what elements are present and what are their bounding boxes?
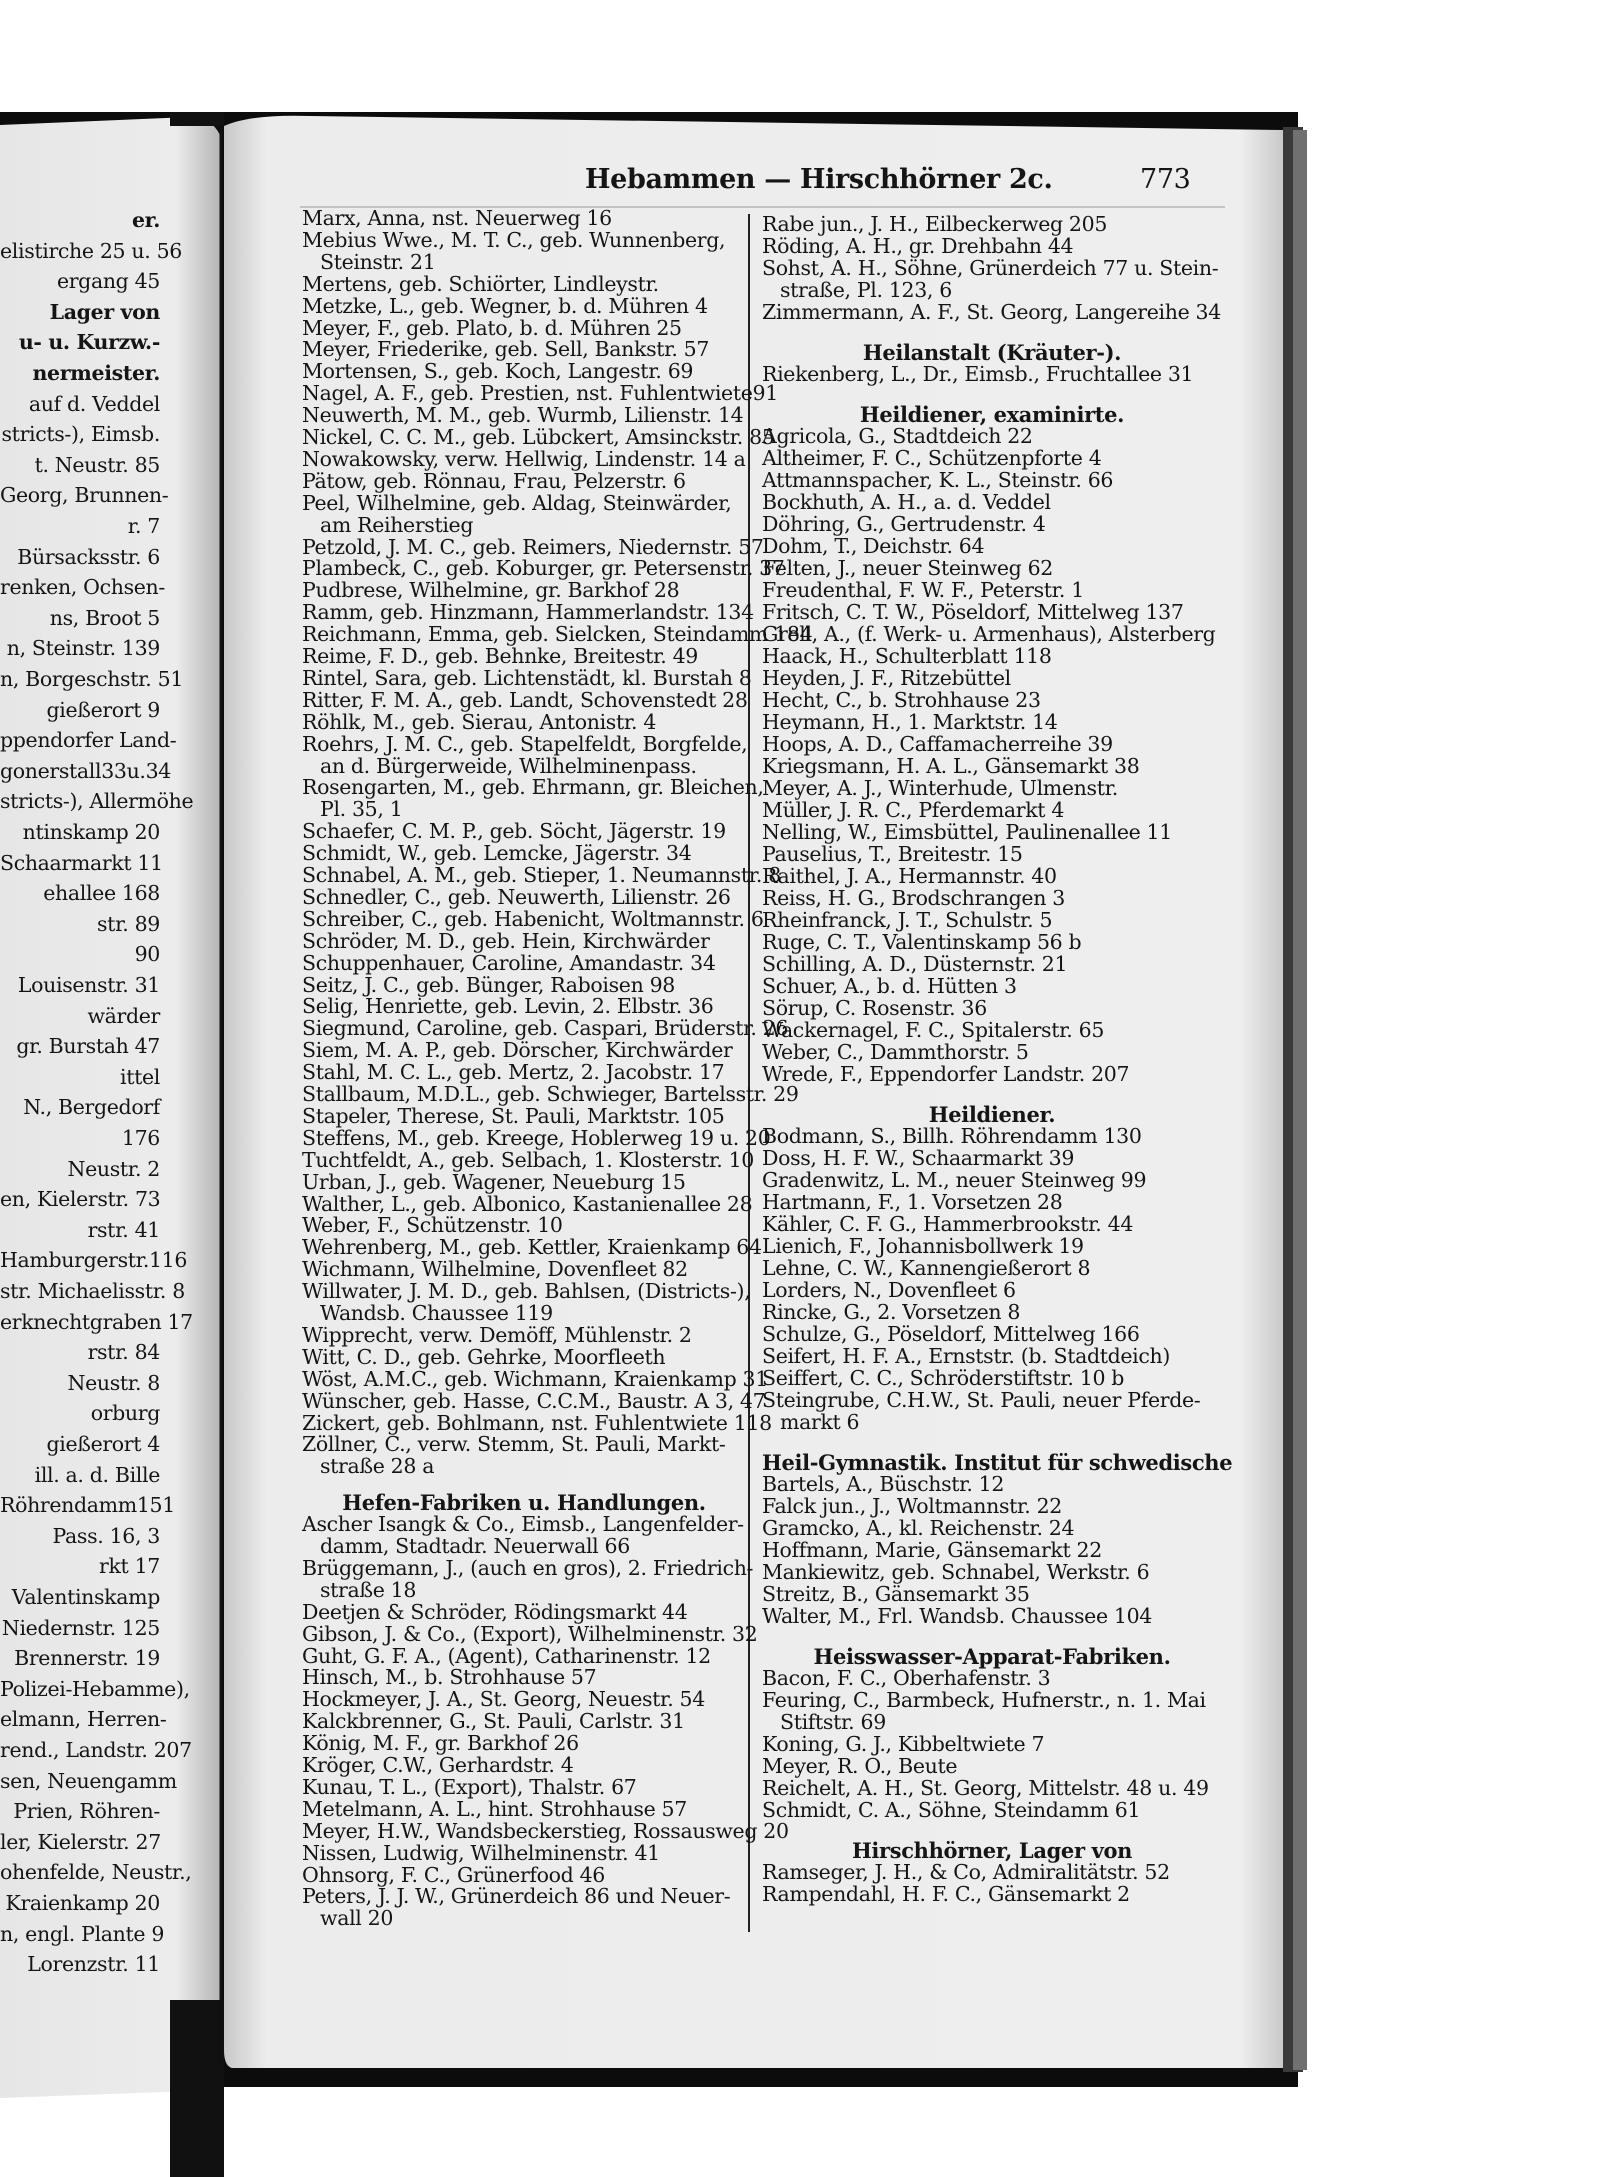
directory-entry: Peel, Wilhelmine, geb. Aldag, Steinwärder, [302,490,732,515]
left-page-line: ergang 45 [56,269,160,294]
directory-entry: Wackernagel, F. C., Spitalerstr. 65 [762,1018,1105,1042]
directory-entry: damm, Stadtadr. Neuerwall 66 [320,1534,630,1558]
left-page-line: sen, Neuengamm [0,1768,177,1793]
left-page-line: Neustr. 2 [67,1156,160,1181]
left-page-line: n, Steinstr. 139 [6,636,160,661]
left-page-line: str. 89 [97,911,160,936]
directory-entry: wall 20 [320,1906,394,1931]
left-page-line: stricts-), Allermöhe [0,789,194,814]
directory-entry: Walther, L., geb. Albonico, Kastanienallee 28 [302,1191,753,1216]
left-page-line: erknechtgraben 17 [0,1309,193,1334]
directory-entry: Wöst, A.M.C., geb. Wichmann, Kraienkamp 31 [302,1366,768,1391]
directory-entry: Roehrs, J. M. C., geb. Stapelfeldt, Borgfelde, [302,731,748,756]
directory-entry: Hartmann, F., 1. Vorsetzen 28 [762,1190,1063,1214]
directory-entry: Lienich, F., Johannisbollwerk 19 [762,1234,1084,1258]
directory-entry: Meyer, H.W., Wandsbeckerstieg, Rossausweg 20 [302,1818,789,1843]
directory-entry: Gibson, J. & Co., (Export), Wilhelminenstr. 32 [302,1621,758,1646]
directory-entry: Raithel, J. A., Hermannstr. 40 [762,864,1057,888]
directory-entry: Siem, M. A. P., geb. Dörscher, Kirchwärder [302,1038,733,1063]
directory-entry: Fritsch, C. T. W., Pöseldorf, Mittelweg 137 [762,600,1184,624]
left-page-line: Neustr. 8 [67,1370,160,1395]
directory-entry: Wünscher, geb. Hasse, C.C.M., Baustr. A 3, 47 [302,1388,766,1413]
directory-entry: Pätow, geb. Rönnau, Frau, Pelzerstr. 6 [302,468,686,493]
directory-entry: Kalckbrenner, G., St. Pauli, Carlstr. 31 [302,1709,685,1734]
left-page-line: Bürsacksstr. 6 [17,544,160,569]
directory-entry: Schaefer, C. M. P., geb. Söcht, Jägerstr. 19 [302,819,726,844]
section-heading: Heildiener. [928,1102,1056,1127]
directory-entry: Wandsb. Chaussee 119 [320,1301,553,1325]
directory-entry: Streitz, B., Gänsemarkt 35 [762,1582,1030,1606]
directory-entry: Stiftstr. 69 [780,1710,886,1734]
directory-entry: Kriegsmann, H. A. L., Gänsemarkt 38 [762,754,1140,778]
left-page-line: Niedernstr. 125 [1,1615,160,1640]
directory-entry: Kunau, T. L., (Export), Thalstr. 67 [302,1774,637,1799]
directory-entry: Lorders, N., Dovenfleet 6 [762,1278,1016,1302]
directory-entry: Freudenthal, F. W. F., Peterstr. 1 [762,578,1084,602]
directory-entry: Pl. 35, 1 [320,797,403,822]
directory-entry: Schuer, A., b. d. Hütten 3 [762,974,1017,998]
directory-entry: Heymann, H., 1. Marktstr. 14 [762,710,1058,734]
directory-entry: Röhlk, M., geb. Sierau, Antonistr. 4 [302,709,657,734]
directory-entry: Reime, F. D., geb. Behnke, Breitestr. 49 [302,644,698,668]
directory-entry: Pauselius, T., Breitestr. 15 [762,842,1023,866]
directory-entry: Steffens, M., geb. Kreege, Hoblerweg 19 u. 20 [302,1125,771,1150]
left-page-line: Kraienkamp 20 [5,1891,160,1915]
directory-entry: Meyer, R. O., Beute [762,1754,958,1778]
directory-entry: Haack, H., Schulterblatt 118 [762,644,1052,668]
directory-entry: Gramcko, A., kl. Reichenstr. 24 [762,1516,1075,1540]
directory-entry: Ramm, geb. Hinzmann, Hammerlandstr. 134 [302,600,754,625]
directory-entry: Selig, Henriette, geb. Levin, 2. Elbstr. 36 [302,994,714,1019]
directory-entry: Kähler, C. F. G., Hammerbrookstr. 44 [762,1212,1134,1236]
directory-entry: Reichelt, A. H., St. Georg, Mittelstr. 48 u. 49 [762,1776,1209,1800]
directory-entry: Ascher Isangk & Co., Eimsb., Langenfelder- [302,1512,744,1537]
directory-entry: Schreiber, C., geb. Habenicht, Woltmannstr. 6 [302,906,764,931]
directory-entry: Sohst, A. H., Söhne, Grünerdeich 77 u. Stein- [762,256,1219,280]
left-page-line: ppendorfer Land- [0,728,177,753]
directory-entry: Pudbrese, Wilhelmine, gr. Barkhof 28 [302,578,680,603]
directory-entry: Zöllner, C., verw. Stemm, St. Pauli, Markt- [302,1432,726,1457]
directory-entry: Schnabel, A. M., geb. Stieper, 1. Neumannstr. 8 [302,863,781,887]
directory-entry: Mankiewitz, geb. Schnabel, Werkstr. 6 [762,1560,1150,1584]
directory-entry: Hoops, A. D., Caffamacherreihe 39 [762,732,1113,756]
directory-entry: Gradenwitz, L. M., neuer Steinweg 99 [762,1168,1147,1192]
left-page-line: gießerort 9 [46,697,160,722]
directory-entry: markt 6 [780,1410,860,1434]
directory-entry: Reichmann, Emma, geb. Sielcken, Steindamm 184 [302,622,813,647]
directory-entry: Zimmermann, A. F., St. Georg, Langereihe 34 [762,300,1221,324]
directory-entry: Steinstr. 21 [320,249,436,274]
directory-entry: Metzke, L., geb. Wegner, b. d. Mühren 4 [302,293,708,318]
directory-entry: Lehne, C. W., Kannengießerort 8 [762,1256,1091,1280]
directory-entry: Peters, J. J. W., Grünerdeich 86 und Neuer- [302,1884,731,1909]
left-page-line: ns, Broot 5 [49,605,160,630]
directory-entry: Bockhuth, A. H., a. d. Veddel [762,490,1051,514]
directory-entry: an d. Bürgerweide, Wilhelminenpass. [320,753,697,778]
directory-entry: Nowakowsky, verw. Hellwig, Lindenstr. 14 a [302,446,746,471]
directory-entry: Ohnsorg, F. C., Grünerfood 46 [302,1862,605,1887]
directory-entry: Bartels, A., Büschstr. 12 [762,1472,1005,1496]
directory-entry: Stallbaum, M.D.L., geb. Schwieger, Bartelsstr. 29 [302,1082,799,1106]
directory-entry: Schmidt, W., geb. Lemcke, Jägerstr. 34 [302,841,692,866]
left-page-line: Georg, Brunnen- [0,483,169,508]
directory-entry: Rincke, G., 2. Vorsetzen 8 [762,1300,1021,1324]
left-page-line: rkt 17 [99,1554,160,1579]
directory-entry: Reiss, H. G., Brodschrangen 3 [762,886,1065,910]
left-page-line: Lager von [49,299,160,324]
directory-entry: Doss, H. F. W., Schaarmarkt 39 [762,1146,1075,1170]
directory-entry: Nickel, C. C. M., geb. Lübckert, Amsinckstr. 85 [302,425,775,449]
left-page-line: 90 [134,942,160,967]
directory-entry: Wehrenberg, M., geb. Kettler, Kraienkamp 64 [302,1235,762,1260]
directory-entry: Kröger, C.W., Gerhardstr. 4 [302,1753,574,1777]
directory-entry: Müller, J. R. C., Pferdemarkt 4 [762,798,1065,822]
directory-entry: Steingrube, C.H.W., St. Pauli, neuer Pferde- [762,1388,1201,1412]
directory-entry: Ruge, C. T., Valentinskamp 56 b [762,930,1082,954]
section-heading: Heildiener, examinirte. [859,402,1125,427]
directory-entry: Rabe jun., J. H., Eilbeckerweg 205 [762,212,1108,236]
left-page-line: u- u. Kurzw.- [18,330,160,355]
directory-entry: Mertens, geb. Schiörter, Lindleystr. [302,271,659,296]
directory-entry: Stahl, M. C. L., geb. Mertz, 2. Jacobstr. 17 [302,1060,725,1085]
directory-entry: Stapeler, Therese, St. Pauli, Marktstr. 105 [302,1103,725,1128]
directory-entry: straße 28 a [320,1454,435,1479]
left-page-line: Polizei-Hebamme), [0,1676,190,1701]
directory-entry: Mebius Wwe., M. T. C., geb. Wunnenberg, [302,227,726,252]
directory-entry: Felten, J., neuer Steinweg 62 [762,556,1053,580]
left-page-line: elistirche 25 u. 56 [0,238,182,263]
directory-entry: Ritter, F. M. A., geb. Landt, Schovenstedt 28 [302,687,748,712]
directory-entry: Petzold, J. M. C., geb. Reimers, Niedernstr. 57 [302,534,764,559]
directory-entry: Deetjen & Schröder, Rödingsmarkt 44 [302,1599,688,1624]
left-page-line: nermeister. [32,361,160,385]
left-page-line: stricts-), Eimsb. [1,422,160,447]
binding-strip-top [170,112,224,126]
directory-entry: Mortensen, S., geb. Koch, Langestr. 69 [302,359,694,384]
directory-entry: Nelling, W., Eimsbüttel, Paulinenallee 11 [762,820,1172,844]
left-page-line: en, Kielerstr. 73 [0,1187,161,1212]
left-page-line: wärder [87,1003,160,1028]
directory-entry: Grell, A., (f. Werk- u. Armenhaus), Alsterberg [762,622,1216,646]
directory-entry: Metelmann, A. L., hint. Strohhause 57 [302,1796,687,1821]
directory-entry: Rintel, Sara, geb. Lichtenstädt, kl. Burstah 8 [302,665,752,690]
directory-entry: Willwater, J. M. D., geb. Bahlsen, (Districts-), [302,1279,751,1304]
left-page-line: str. Michaelisstr. 8 [0,1279,185,1303]
left-page-line: elmann, Herren- [0,1707,167,1732]
directory-entry: Zickert, geb. Bohlmann, nst. Fuhlentwiete 118 [302,1410,772,1435]
directory-entry: Seiffert, C. C., Schröderstiftstr. 10 b [762,1366,1125,1390]
section-heading: Heil-Gymnastik. Institut für schwedische [762,1450,1233,1475]
directory-entry: Meyer, Friederike, geb. Sell, Bankstr. 57 [302,337,710,362]
directory-entry: Meyer, F., geb. Plato, b. d. Mühren 25 [302,315,682,340]
directory-entry: Schnedler, C., geb. Neuwerth, Lilienstr. 26 [302,884,731,909]
left-page-line: n, Borgeschstr. 51 [0,667,184,691]
page-number: 773 [1140,164,1191,195]
left-page-line: gr. Burstah 47 [16,1034,160,1059]
directory-entry: Altheimer, F. C., Schützenpforte 4 [762,446,1102,470]
left-page-line: n, engl. Plante 9 [0,1921,165,1946]
directory-entry: Neuwerth, M. M., geb. Wurmb, Lilienstr. 14 [302,403,744,428]
left-page-line: Röhrendamm151 [0,1493,175,1518]
section-heading: Heisswasser-Apparat-Fabriken. [813,1644,1171,1669]
left-page-line: ehallee 168 [43,881,160,906]
directory-entry: Hockmeyer, J. A., St. Georg, Neuestr. 54 [302,1687,705,1712]
directory-entry: König, M. F., gr. Barkhof 26 [302,1731,579,1756]
directory-entry: Hecht, C., b. Strohhause 23 [762,688,1041,712]
left-page-line: gonerstall33u.34 [0,758,171,783]
directory-entry: Dohm, T., Deichstr. 64 [762,534,985,558]
directory-entry: Wipprecht, verw. Demöff, Mühlenstr. 2 [302,1322,692,1347]
directory-entry: Schuppenhauer, Caroline, Amandastr. 34 [302,950,716,975]
directory-entry: Hinsch, M., b. Strohhause 57 [302,1665,597,1690]
directory-entry: Koning, G. J., Kibbeltwiete 7 [762,1732,1045,1756]
directory-entry: Plambeck, C., geb. Koburger, gr. Petersenstr. 37 [302,556,785,581]
binding-strip-bottom [170,2000,224,2177]
directory-entry: Wrede, F., Eppendorfer Landstr. 207 [762,1062,1130,1086]
directory-entry: Weber, C., Dammthorstr. 5 [762,1040,1029,1064]
directory-entry: straße, Pl. 123, 6 [780,278,952,302]
directory-entry: Wichmann, Wilhelmine, Dovenfleet 82 [302,1257,688,1282]
directory-entry: Schmidt, C. A., Söhne, Steindamm 61 [762,1798,1141,1822]
directory-entry: Bacon, F. C., Oberhafenstr. 3 [762,1666,1051,1690]
directory-entry: Walter, M., Frl. Wandsb. Chaussee 104 [762,1604,1152,1628]
directory-entry: Sörup, C. Rosenstr. 36 [762,996,987,1020]
left-page-line: rend., Landstr. 207 [0,1738,192,1762]
directory-entry: Nagel, A. F., geb. Prestien, nst. Fuhlentwiete91 [302,381,778,406]
left-page-line: Valentinskamp [11,1585,160,1609]
directory-entry: Tuchtfeldt, A., geb. Selbach, 1. Klosterstr. 10 [302,1147,754,1172]
directory-entry: Urban, J., geb. Wagener, Neueburg 15 [302,1169,686,1194]
directory-entry: Guht, G. F. A., (Agent), Catharinenstr. 12 [302,1643,711,1668]
directory-entry: Marx, Anna, nst. Neuerweg 16 [302,206,612,230]
left-page-line: er. [131,208,160,232]
left-page-line: ntinskamp 20 [22,820,160,844]
left-page-line: 176 [121,1126,160,1150]
section-heading: Heilanstalt (Kräuter-). [862,340,1122,365]
directory-entry: Agricola, G., Stadtdeich 22 [762,424,1033,448]
directory-entry: Hoffmann, Marie, Gänsemarkt 22 [762,1538,1102,1562]
left-page-line: Louisenstr. 31 [17,973,160,997]
directory-entry: Seifert, H. F. A., Ernststr. (b. Stadtdeich) [762,1344,1171,1368]
left-page-line: Pass. 16, 3 [52,1523,160,1548]
left-page-line: Hamburgerstr.116 [0,1248,188,1273]
left-page-line: N., Bergedorf [23,1095,160,1120]
left-page-line: ohenfelde, Neustr., [0,1860,192,1885]
directory-entry: am Reiherstieg [320,512,474,537]
directory-entry: Meyer, A. J., Winterhude, Ulmenstr. [762,776,1118,800]
directory-entry: Schröder, M. D., geb. Hein, Kirchwärder [302,928,710,953]
directory-entry: Schulze, G., Pöseldorf, Mittelweg 166 [762,1322,1140,1346]
left-page-line: t. Neustr. 85 [34,452,160,477]
left-page-line: r. 7 [127,514,160,538]
directory-entry: Bodmann, S., Billh. Röhrendamm 130 [762,1124,1142,1148]
section-heading: Hirschhörner, Lager von [851,1838,1133,1863]
left-page-line: rstr. 41 [87,1217,160,1242]
directory-entry: Nissen, Ludwig, Wilhelminenstr. 41 [302,1840,660,1865]
left-page-line: rstr. 84 [87,1340,160,1365]
left-page-line: Brennerstr. 19 [14,1646,160,1671]
directory-entry: Rosengarten, M., geb. Ehrmann, gr. Bleichen, [302,775,764,800]
left-page-line: renken, Ochsen- [0,575,165,600]
left-page-line: orburg [90,1401,160,1426]
left-page-line: Prien, Röhren- [13,1799,160,1824]
directory-entry: Schilling, A. D., Düsternstr. 21 [762,952,1068,976]
section-heading: Hefen-Fabriken u. Handlungen. [342,1490,706,1516]
directory-entry: Feuring, C., Barmbeck, Hufnerstr., n. 1. Mai [762,1688,1206,1712]
directory-entry: Röding, A. H., gr. Drehbahn 44 [762,234,1074,258]
directory-entry: Weber, F., Schützenstr. 10 [302,1213,563,1238]
running-head-title: Hebammen — Hirschhörner 2c. [585,164,1053,195]
directory-entry: Attmannspacher, K. L., Steinstr. 66 [762,468,1114,492]
directory-entry: straße 18 [320,1577,417,1602]
left-page-line: ler, Kielerstr. 27 [0,1829,161,1854]
left-page-line: ill. a. d. Bille [34,1462,160,1487]
directory-entry: Witt, C. D., geb. Gehrke, Moorfleeth [302,1344,666,1369]
directory-entry: Döhring, G., Gertrudenstr. 4 [762,512,1046,536]
directory-entry: Riekenberg, L., Dr., Eimsb., Fruchtallee 31 [762,362,1194,386]
left-page-line: ittel [120,1064,160,1089]
directory-entry: Rheinfranck, J. T., Schulstr. 5 [762,908,1053,932]
left-page-line: Schaarmarkt 11 [0,850,163,875]
left-page-line: gießerort 4 [46,1432,160,1456]
left-page-line: Lorenzstr. 11 [27,1952,160,1977]
directory-entry: Seitz, J. C., geb. Bünger, Raboisen 98 [302,972,675,997]
directory-entry: Siegmund, Caroline, geb. Caspari, Brüderstr. 26 [302,1016,789,1041]
directory-entry: Ramseger, J. H., & Co, Admiralitätstr. 52 [762,1860,1170,1884]
directory-entry: Brüggemann, J., (auch en gros), 2. Friedrich- [302,1555,754,1580]
directory-entry: Rampendahl, H. F. C., Gänsemarkt 2 [762,1882,1130,1906]
directory-entry: Falck jun., J., Woltmannstr. 22 [762,1494,1062,1518]
left-page-line: auf d. Veddel [28,391,160,416]
directory-entry: Heyden, J. F., Ritzebüttel [762,666,1011,690]
